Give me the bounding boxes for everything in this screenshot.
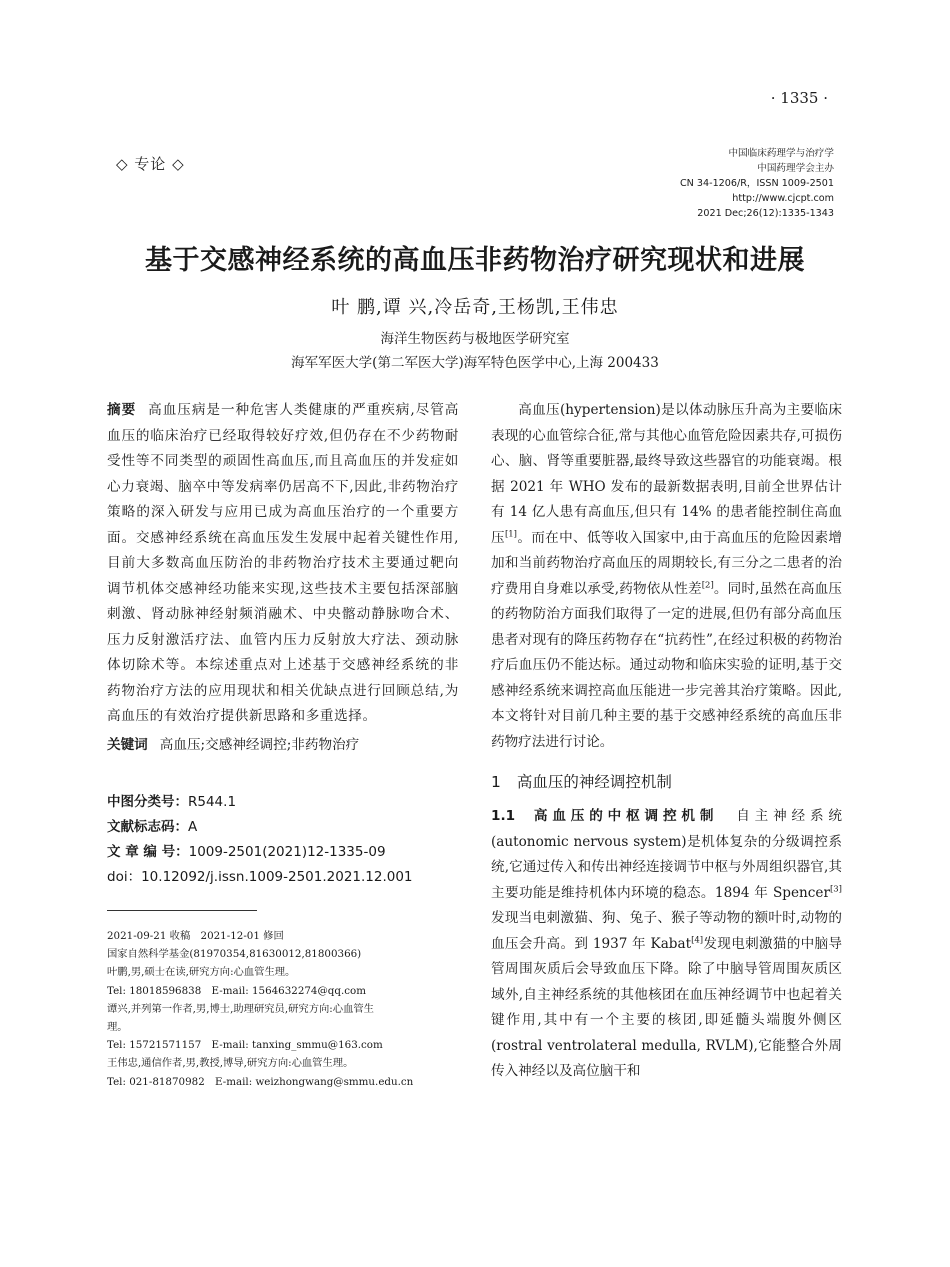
document-code: 文献标志码：A <box>107 819 198 835</box>
clc-number: 中图分类号：R544.1 <box>107 794 237 810</box>
footnote-author1-contact: Tel: 18018596838 E-mail: 1564632274@qq.com <box>107 984 366 997</box>
keywords-label: 关键词 <box>107 736 148 753</box>
affiliation-institution: 海军军医大学(第二军医大学)海军特色医学中心,上海 200433 <box>291 355 659 371</box>
footnote-corresponding: 王伟忠,通信作者,男,教授,博导,研究方向:心血管生理。 <box>107 1057 354 1070</box>
footnote-funding: 国家自然科学基金(81970354,81630012,81800366) <box>107 948 362 961</box>
author-list: 叶 鹏,谭 兴,冷岳奇,王杨凯,王伟忠 <box>331 297 619 318</box>
journal-issn: CN 34-1206/R，ISSN 1009-2501 <box>679 178 834 189</box>
journal-info <box>680 146 834 221</box>
footnote-author1: 叶鹏,男,硕士在读,研究方向:心血管生理。 <box>107 966 296 979</box>
article-number: 文 章 编 号：1009-2501(2021)12-1335-09 <box>107 844 386 860</box>
keywords <box>107 733 459 759</box>
journal-url[interactable]: http://www.cjcpt.com <box>732 193 834 204</box>
footnotes <box>107 927 459 1091</box>
footnote-author2-cont: 理。 <box>107 1021 128 1034</box>
journal-sponsor: 中国药理学会主办 <box>757 163 834 174</box>
affiliation-lab: 海洋生物医药与极地医学研究室 <box>380 331 570 347</box>
abstract <box>107 398 459 730</box>
footnote-divider <box>107 910 257 911</box>
doi-link[interactable]: 10.12092/j.issn.1009-2501.2021.12.001 <box>141 869 413 885</box>
right-column <box>491 398 842 1085</box>
keywords-text: 高血压;交感神经调控;非药物治疗 <box>159 736 360 753</box>
footnote-dates: 2021-09-21 收稿 2021-12-01 修回 <box>107 930 284 942</box>
page-number: · 1335 · <box>770 89 828 107</box>
abstract-label: 摘要 <box>107 402 137 418</box>
citation-1[interactable]: [1] <box>504 528 517 539</box>
footnote-author2: 谭兴,并列第一作者,男,博士,助理研究员,研究方向:心血管生 <box>107 1002 374 1015</box>
journal-issue: 2021 Dec;26(12):1335-1343 <box>697 208 834 219</box>
journal-name: 中国临床药理学与治疗学 <box>728 148 834 159</box>
subsection-heading-1-1: 1.1 高血压的中枢调控机制 <box>491 808 719 824</box>
footnote-author2-contact: Tel: 15721571157 E-mail: tanxing_smmu@163.com <box>107 1039 383 1052</box>
doi: doi：10.12092/j.issn.1009-2501.2021.12.001 <box>107 869 413 885</box>
intro-paragraph: 高血压(hypertension)是以体动脉压升高为主要临床表现的心血管综合征,常与其他心血管危险因素共存,可损伤心、脑、肾等重要脏器,最终导致这些器官的功能衰竭。根据 2021 年 WHO 发布的最新数据表明,目前全世界估计有 14 亿人患有高血压,但只有 14% 的患者能控制住高血压[1]。而在中、低等收入国家中,由于高血压的危险因素增加和当前药物治疗高血压的周期较长,有三分之二患者的治疗费用自身难以承受,药物依从性差[2]。同时,虽然在高血压的药物防治方面我们取得了一定的进展,但仍有部分高血压患者对现有的降压药物存在“抗药性”,在经过积极的药物治疗后血压仍不能达标。通过动物和临床实验的证明,基于交感神经系统来调控高血压能进一步完善其治疗策略。因此,本文将针对目前几种主要的基于交感神经系统的高血压非药物疗法进行讨论。 <box>491 402 842 750</box>
citation-2[interactable]: [2] <box>701 579 714 590</box>
section-heading-1: 1 高血压的神经调控机制 <box>491 773 672 791</box>
left-column <box>107 398 459 1091</box>
footnote-corresponding-contact: Tel: 021-81870982 E-mail: weizhongwang@smmu.edu.cn <box>107 1075 414 1088</box>
citation-3[interactable]: [3] <box>829 883 842 894</box>
section-1-1-paragraph: 1.1 高血压的中枢调控机制 自主神经系统(autonomic nervous system)是机体复杂的分级调控系统,它通过传入和传出神经连接调节中枢与外周组织器官,其主要功能是维持机体内环境的稳态。1894 年 Spencer[3]发现当电刺激猫、狗、兔子、猴子等动物的额叶时,动物的血压会升高。到 1937 年 Kabat[4]发现电刺激猫的中脑导管周围灰质后会导致血压下降。除了中脑导管周围灰质区域外,自主神经系统的其他核团在血压神经调节中也起着关键作用,其中有一个主要的核团,即延髓头端腹外侧区(rostral ventrolateral medulla, RVLM),它能整合外周传入神经以及高位脑干和 <box>491 808 843 1079</box>
column-tag: ◇ 专论 ◇ <box>116 155 185 173</box>
article-metadata <box>107 790 459 890</box>
abstract-text: 高血压病是一种危害人类健康的严重疾病,尽管高血压的临床治疗已经取得较好疗效,但仍存在不少药物耐受性等不同类型的顽固性高血压,而且高血压的并发症如心力衰竭、脑卒中等发病率仍居高不下,因此,非药物治疗策略的深入研发与应用已成为高血压治疗的一个重要方面。交感神经系统在高血压发生发展中起着关键性作用,目前大多数高血压防治的非药物治疗技术主要通过靶向调节机体交感神经功能来实现,这些技术主要包括深部脑刺激、肾动脉神经射频消融术、中央髂动静脉吻合术、压力反射激活疗法、血管内压力反射放大疗法、颈动脉体切除术等。本综述重点对上述基于交感神经系统的非药物治疗方法的应用现状和相关优缺点进行回顾总结,为高血压的有效治疗提供新思路和多重选择。 <box>107 402 459 724</box>
article-title: 基于交感神经系统的高血压非药物治疗研究现状和进展 <box>145 245 805 276</box>
citation-4[interactable]: [4] <box>691 934 704 945</box>
